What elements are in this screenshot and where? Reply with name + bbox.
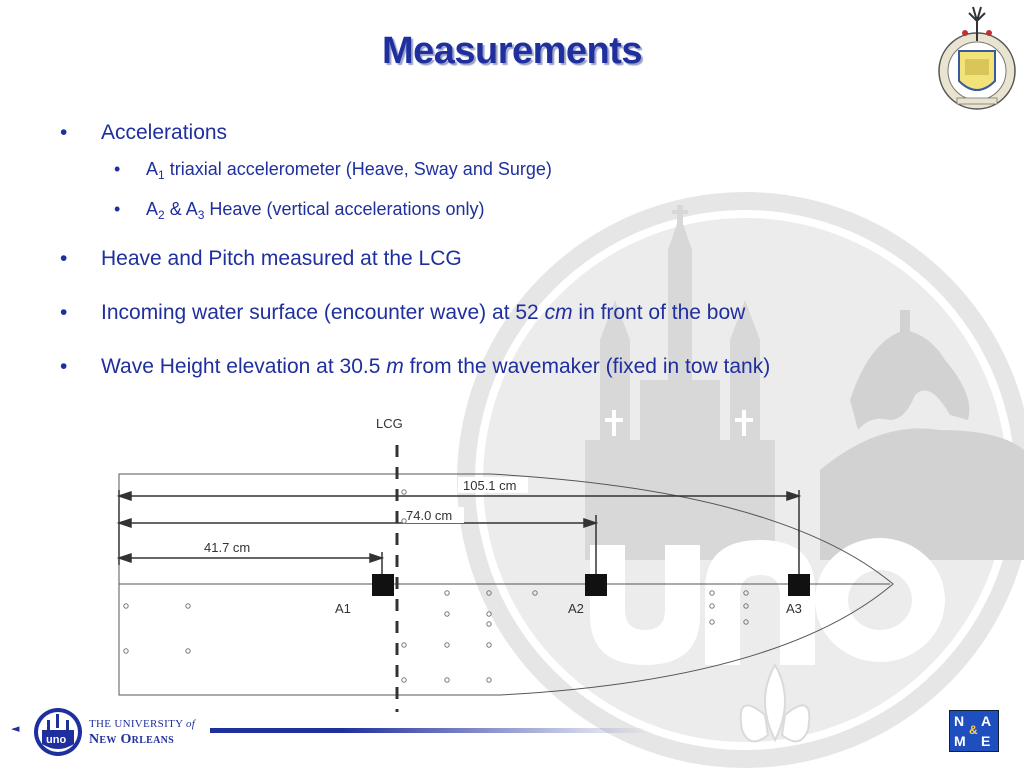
sensor-label-a2: A2 [568, 601, 584, 616]
dimension-label-74: 74.0 cm [406, 508, 453, 523]
bullet-marker: • [60, 121, 68, 144]
footer-divider [210, 728, 650, 733]
bullet-marker: • [60, 247, 68, 270]
uno-logo-icon [32, 706, 84, 758]
bullet-marker: • [114, 199, 121, 219]
sensor-a3 [788, 574, 810, 596]
bullet-wave-height: • Wave Height elevation at 30.5 m from the wavemaker (fixed in tow tank) [60, 352, 940, 382]
sensor-a1 [372, 574, 394, 596]
sensor-label-a3: A3 [786, 601, 802, 616]
bullet-text: Heave and Pitch measured at the LCG [101, 247, 462, 270]
bullet-marker: • [114, 159, 121, 179]
bullet-marker: • [60, 355, 68, 378]
prev-slide-arrow[interactable]: ◄ [11, 722, 20, 735]
svg-text:uno: uno [46, 734, 67, 746]
dimension-label-41: 41.7 cm [204, 540, 251, 555]
bullet-text: Accelerations [101, 121, 228, 144]
sensor-a2 [585, 574, 607, 596]
bullet-marker: • [60, 301, 68, 324]
bullet-incoming-water: • Incoming water surface (encounter wave) at 52 cm in front of the bow [60, 298, 940, 328]
sub-bullet-a2-a3: • $A_2$ & $A_3$ Heave (vertical accelerations only) [114, 196, 940, 222]
lcg-label: LCG [376, 416, 403, 431]
dimension-label-105: 105.1 cm [463, 478, 517, 493]
sub-bullet-a1: • $A_1$ triaxial accelerometer (Heave, Sway and Surge) [114, 156, 940, 182]
sensor-label-a1: A1 [335, 601, 351, 616]
university-name: THE UNIVERSITY of New Orleans [89, 718, 196, 747]
slide-title: Measurements [381, 30, 643, 72]
name-department-logo: N A & M E [949, 710, 999, 752]
